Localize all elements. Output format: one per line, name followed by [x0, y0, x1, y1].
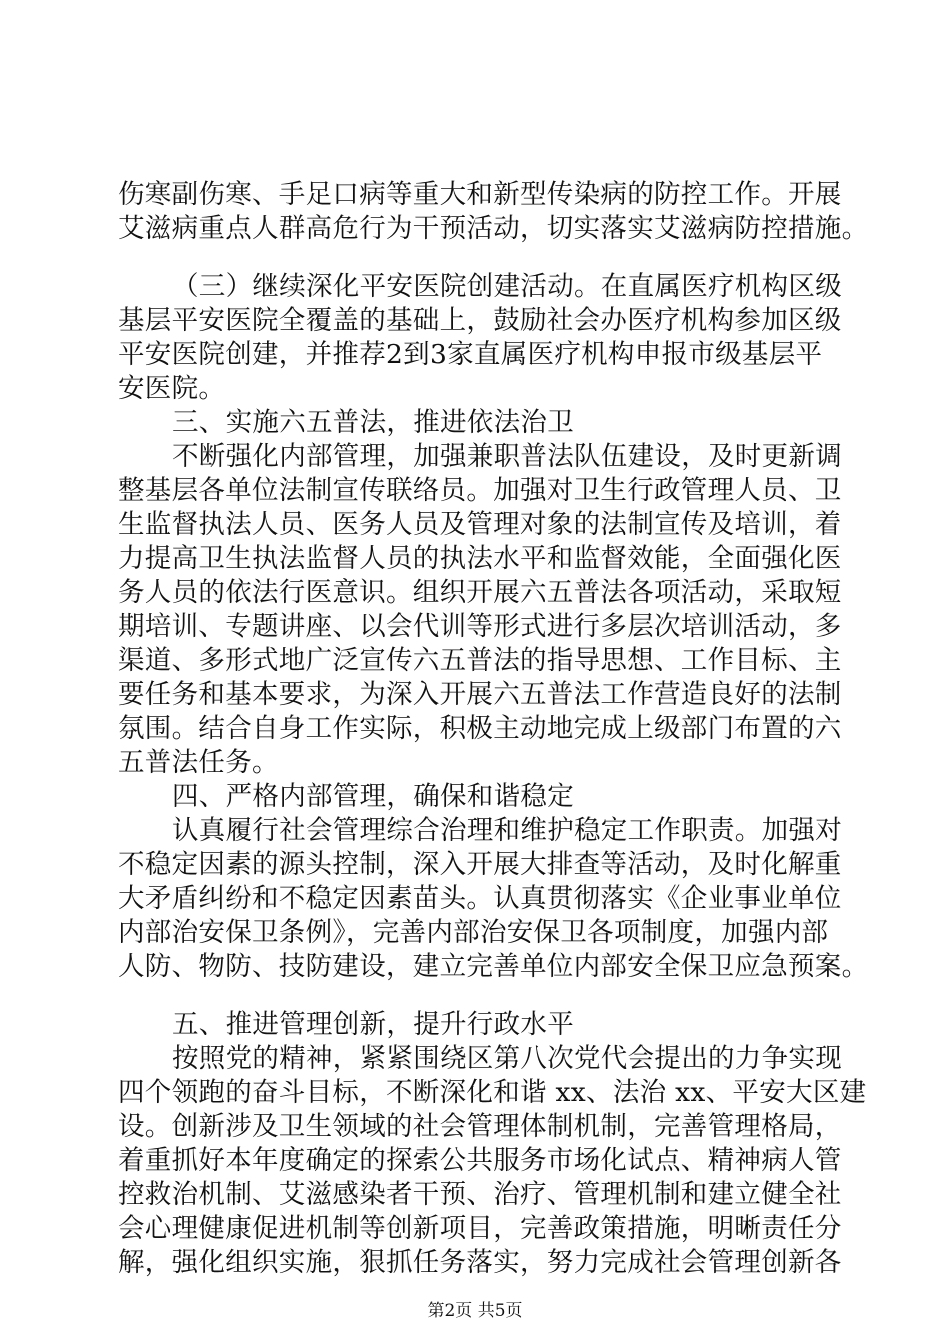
paragraph-heading: （三）继续深化平安医院创建活动。在直属医疗机构区级 — [172, 271, 842, 302]
text-line: 四个领跑的奋斗目标，不断深化和谐 xx、法治 xx、平安大区建 — [118, 1077, 867, 1108]
text-line: 伤寒副伤寒、手足口病等重大和新型传染病的防控工作。开展 — [118, 179, 842, 210]
text-line: 要任务和基本要求，为深入开展六五普法工作营造良好的法制 — [118, 679, 842, 710]
text-line: 期培训、专题讲座、以会代训等形式进行多层次培训活动，多 — [118, 611, 842, 642]
text-line: 力提高卫生执法监督人员的执法水平和监督效能，全面强化医 — [118, 543, 842, 574]
section-heading: 五、推进管理创新，提升行政水平 — [172, 1009, 574, 1040]
section-heading: 四、严格内部管理，确保和谐稳定 — [172, 781, 574, 812]
text-line: 按照党的精神，紧紧围绕区第八次党代会提出的力争实现 — [172, 1043, 842, 1074]
text-line: 五普法任务。 — [118, 747, 279, 778]
text-line: 认真履行社会管理综合治理和维护稳定工作职责。加强对 — [172, 815, 842, 846]
text-line: 人防、物防、技防建设，建立完善单位内部安全保卫应急预案。 — [118, 951, 869, 982]
text-line: 整基层各单位法制宣传联络员。加强对卫生行政管理人员、卫 — [118, 475, 842, 506]
page-footer: 第2页 共5页 — [427, 1301, 523, 1321]
text-line: 基层平安医院全覆盖的基础上，鼓励社会办医疗机构参加区级 — [118, 305, 842, 336]
text-line: 不断强化内部管理，加强兼职普法队伍建设，及时更新调 — [172, 441, 842, 472]
text-line: 不稳定因素的源头控制，深入开展大排查等活动，及时化解重 — [118, 849, 842, 880]
text-line: 氛围。结合自身工作实际，积极主动地完成上级部门布置的六 — [118, 713, 842, 744]
text-line: 控救治机制、艾滋感染者干预、治疗、管理机制和建立健全社 — [118, 1179, 842, 1210]
text-line: 艾滋病重点人群高危行为干预活动，切实落实艾滋病防控措施。 — [118, 213, 869, 244]
text-line: 生监督执法人员、医务人员及管理对象的法制宣传及培训，着 — [118, 509, 842, 540]
text-line: 务人员的依法行医意识。组织开展六五普法各项活动，采取短 — [118, 577, 842, 608]
section-heading: 三、实施六五普法，推进依法治卫 — [172, 407, 574, 438]
text-line: 渠道、多形式地广泛宣传六五普法的指导思想、工作目标、主 — [118, 645, 842, 676]
text-line: 设。创新涉及卫生领域的社会管理体制机制，完善管理格局， — [118, 1111, 842, 1142]
text-line: 着重抓好本年度确定的探索公共服务市场化试点、精神病人管 — [118, 1145, 842, 1176]
text-line: 会心理健康促进机制等创新项目，完善政策措施，明晰责任分 — [118, 1213, 842, 1244]
text-line: 平安医院创建，并推荐2到3家直属医疗机构申报市级基层平 — [118, 339, 823, 370]
text-line: 内部治安保卫条例》，完善内部治安保卫各项制度，加强内部 — [118, 917, 829, 948]
text-line: 安医院。 — [118, 373, 226, 404]
text-line: 大矛盾纠纷和不稳定因素苗头。认真贯彻落实《企业事业单位 — [118, 883, 842, 914]
text-line: 解，强化组织实施，狠抓任务落实，努力完成社会管理创新各 — [118, 1247, 842, 1278]
